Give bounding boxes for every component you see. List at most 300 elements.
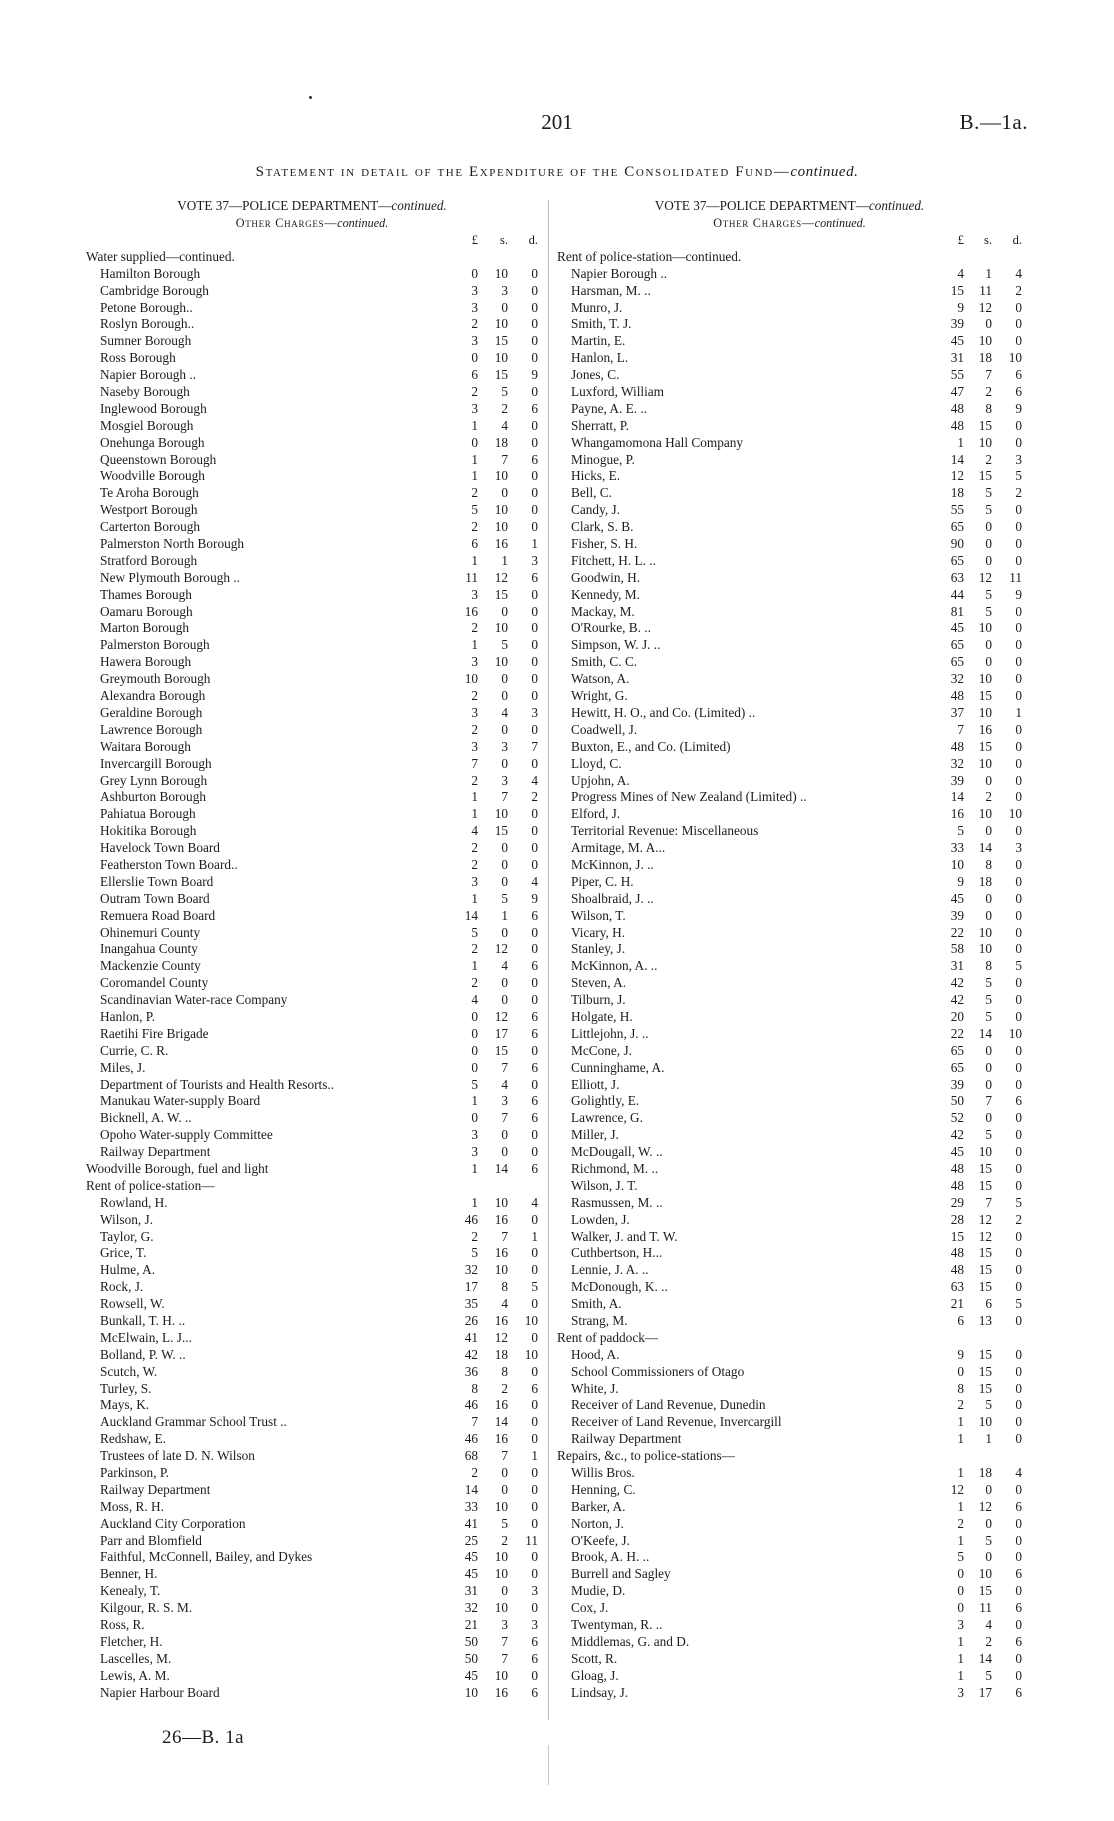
pounds-value: 1 bbox=[957, 434, 964, 450]
shillings-value: 10 bbox=[978, 671, 992, 687]
pounds-value: 32 bbox=[464, 1262, 478, 1278]
pounds-value: 45 bbox=[464, 1667, 478, 1683]
pence-value: 3 bbox=[531, 1583, 538, 1599]
payee-label: Miles, J. bbox=[100, 1059, 146, 1075]
pounds-value: 3 bbox=[957, 1617, 964, 1633]
payee-label: Fitchett, H. L. .. bbox=[571, 552, 656, 568]
pounds-value: 3 bbox=[471, 282, 478, 298]
table-row bbox=[557, 452, 1022, 469]
table-row bbox=[86, 1448, 538, 1465]
shillings-value: 7 bbox=[501, 451, 508, 467]
table-row bbox=[86, 992, 538, 1009]
vote-heading-right bbox=[557, 197, 1022, 215]
currency-header-row bbox=[557, 232, 1022, 249]
payee-label: Littlejohn, J. .. bbox=[571, 1025, 649, 1041]
shillings-value: 4 bbox=[501, 1296, 508, 1312]
pounds-value: 1 bbox=[471, 890, 478, 906]
pence-value: 0 bbox=[531, 856, 538, 872]
shillings-value: 14 bbox=[978, 1025, 992, 1041]
pence-value: 0 bbox=[1015, 1650, 1022, 1666]
table-row bbox=[86, 1144, 538, 1161]
shillings-value: 17 bbox=[494, 1025, 508, 1041]
payee-label: Ohinemuri County bbox=[100, 924, 201, 940]
table-row bbox=[86, 367, 538, 384]
table-row bbox=[557, 874, 1022, 891]
shillings-value: 0 bbox=[985, 890, 992, 906]
table-row bbox=[86, 1600, 538, 1617]
pence-value: 0 bbox=[1015, 654, 1022, 670]
payee-label: Manukau Water-supply Board bbox=[100, 1093, 261, 1109]
shillings-value: 15 bbox=[978, 1363, 992, 1379]
table-row bbox=[557, 587, 1022, 604]
payee-label: Territorial Revenue: Miscellaneous bbox=[571, 823, 759, 839]
shillings-value: 10 bbox=[494, 519, 508, 535]
pence-value: 11 bbox=[1009, 569, 1022, 585]
shillings-value: 0 bbox=[985, 1110, 992, 1126]
payee-label: Mosgiel Borough bbox=[100, 417, 194, 433]
payee-label: Rowsell, W. bbox=[100, 1296, 165, 1312]
shillings-value: 13 bbox=[978, 1313, 992, 1328]
shillings-value: 14 bbox=[494, 1414, 508, 1430]
pounds-value: 1 bbox=[957, 1633, 964, 1649]
pence-value: 4 bbox=[531, 772, 538, 788]
subheading-continued: continued. bbox=[337, 216, 389, 230]
payee-label: Petone Borough.. bbox=[100, 299, 193, 315]
pence-value: 0 bbox=[531, 1245, 538, 1261]
pence-value: 0 bbox=[1015, 688, 1022, 704]
shillings-value: 10 bbox=[494, 502, 508, 518]
pounds-value: 65 bbox=[950, 1042, 964, 1058]
pounds-value: 6 bbox=[471, 536, 478, 552]
pence-value: 0 bbox=[531, 992, 538, 1008]
payee-label: Wilson, J. T. bbox=[571, 1177, 638, 1193]
pounds-value: 45 bbox=[464, 1566, 478, 1582]
pence-value: 0 bbox=[531, 806, 538, 822]
payee-label: Cunninghame, A. bbox=[571, 1059, 665, 1075]
pounds-value: 45 bbox=[950, 890, 964, 906]
payee-label: Hicks, E. bbox=[571, 468, 621, 484]
pounds-value: 3 bbox=[471, 400, 478, 416]
pence-value: 0 bbox=[1015, 434, 1022, 450]
shillings-value: 18 bbox=[978, 350, 992, 366]
table-row bbox=[86, 1093, 538, 1110]
pounds-value: 58 bbox=[950, 941, 964, 957]
payee-label: Shoalbraid, J. .. bbox=[571, 890, 654, 906]
vote-heading-left bbox=[86, 197, 538, 215]
shillings-value: 12 bbox=[978, 1228, 992, 1244]
shillings-value: 10 bbox=[978, 704, 992, 720]
table-row bbox=[86, 1499, 538, 1516]
payee-label: Scutch, W. bbox=[100, 1363, 158, 1379]
table-row bbox=[557, 1634, 1022, 1651]
table-row bbox=[557, 1583, 1022, 1600]
payee-label: Willis Bros. bbox=[571, 1465, 635, 1481]
pounds-value: 5 bbox=[471, 1076, 478, 1092]
payee-label: Lawrence, G. bbox=[571, 1110, 643, 1126]
pence-value: 5 bbox=[1015, 958, 1022, 974]
pence-value: 0 bbox=[531, 1566, 538, 1582]
shillings-value: 1 bbox=[985, 265, 992, 281]
subheading-text: Other Charges— bbox=[235, 216, 338, 230]
pounds-value: 28 bbox=[950, 1211, 964, 1227]
shillings-value: 0 bbox=[985, 536, 992, 552]
pence-value: 6 bbox=[1015, 367, 1022, 383]
shillings-value: 15 bbox=[494, 333, 508, 349]
table-row bbox=[86, 1533, 538, 1550]
pence-value: 0 bbox=[1015, 1583, 1022, 1599]
pounds-value: 1 bbox=[957, 1650, 964, 1666]
pounds-value: 9 bbox=[957, 299, 964, 315]
pence-value: 0 bbox=[531, 1515, 538, 1531]
pence-value: 0 bbox=[531, 620, 538, 636]
shillings-value: 1 bbox=[501, 907, 508, 923]
shillings-value: 15 bbox=[494, 823, 508, 839]
pounds-value: 3 bbox=[471, 873, 478, 889]
shillings-value: 2 bbox=[985, 789, 992, 805]
pence-value: 0 bbox=[531, 1144, 538, 1160]
pounds-value: 14 bbox=[950, 451, 964, 467]
shillings-value: 7 bbox=[985, 1194, 992, 1210]
shillings-value: 0 bbox=[985, 1481, 992, 1497]
shillings-value: 4 bbox=[501, 704, 508, 720]
payee-label: Rowland, H. bbox=[100, 1194, 168, 1210]
payee-label: Holgate, H. bbox=[571, 1008, 633, 1024]
payee-label: Naseby Borough bbox=[100, 384, 190, 400]
pounds-value: 8 bbox=[957, 1380, 964, 1396]
pounds-value: 3 bbox=[957, 1684, 964, 1700]
pence-value: 0 bbox=[531, 1465, 538, 1481]
category-row bbox=[557, 1448, 1022, 1465]
shillings-value: 10 bbox=[494, 1498, 508, 1514]
pence-value: 0 bbox=[531, 299, 538, 315]
payee-label: Minogue, P. bbox=[571, 451, 635, 467]
shillings-value: 3 bbox=[501, 738, 508, 754]
table-row bbox=[557, 773, 1022, 790]
pence-value: 6 bbox=[531, 1110, 538, 1126]
payee-label: Buxton, E., and Co. (Limited) bbox=[571, 738, 731, 754]
payee-label: Outram Town Board bbox=[100, 890, 210, 906]
pence-value: 0 bbox=[531, 1363, 538, 1379]
payee-label: Pahiatua Borough bbox=[100, 806, 196, 822]
pence-value: 0 bbox=[531, 1397, 538, 1413]
pounds-value: 50 bbox=[950, 1093, 964, 1109]
payee-label: Lowden, J. bbox=[571, 1211, 630, 1227]
table-row bbox=[86, 806, 538, 823]
table-row bbox=[557, 756, 1022, 773]
pence-value: 2 bbox=[531, 789, 538, 805]
shillings-value: 4 bbox=[985, 1617, 992, 1633]
payee-label: Taylor, G. bbox=[100, 1228, 154, 1244]
pence-header: d. bbox=[528, 233, 538, 247]
pounds-value: 42 bbox=[950, 975, 964, 991]
pence-value: 0 bbox=[531, 1262, 538, 1278]
shillings-value: 5 bbox=[985, 1008, 992, 1024]
pence-value: 6 bbox=[1015, 1093, 1022, 1109]
payee-label: Thames Borough bbox=[100, 586, 192, 602]
payee-label: Piper, C. H. bbox=[571, 873, 634, 889]
pence-value: 3 bbox=[531, 1617, 538, 1633]
payee-label: Napier Harbour Board bbox=[100, 1684, 220, 1700]
shillings-value: 10 bbox=[494, 1600, 508, 1616]
table-row bbox=[557, 1077, 1022, 1094]
table-row bbox=[557, 553, 1022, 570]
pence-value: 0 bbox=[1015, 502, 1022, 518]
table-row bbox=[557, 1212, 1022, 1229]
pounds-value: 65 bbox=[950, 1059, 964, 1075]
pounds-value: 55 bbox=[950, 502, 964, 518]
shillings-value: 0 bbox=[501, 671, 508, 687]
shillings-value: 12 bbox=[494, 1008, 508, 1024]
pounds-value: 0 bbox=[471, 434, 478, 450]
table-row bbox=[557, 1110, 1022, 1127]
shillings-value: 10 bbox=[494, 350, 508, 366]
category-row bbox=[86, 1161, 538, 1178]
shillings-value: 16 bbox=[494, 1431, 508, 1447]
shillings-value: 5 bbox=[985, 1667, 992, 1683]
shillings-value: 4 bbox=[501, 417, 508, 433]
payee-label: O'Rourke, B. .. bbox=[571, 620, 651, 636]
shillings-value: 12 bbox=[494, 941, 508, 957]
shillings-value: 7 bbox=[501, 789, 508, 805]
payee-label: Sherratt, P. bbox=[571, 417, 629, 433]
payee-label: Auckland Grammar School Trust .. bbox=[100, 1414, 287, 1430]
pounds-value: 0 bbox=[471, 1059, 478, 1075]
shillings-value: 0 bbox=[501, 688, 508, 704]
vote-heading-continued: continued. bbox=[391, 198, 447, 213]
shillings-value: 10 bbox=[978, 1566, 992, 1582]
shillings-value: 10 bbox=[494, 1549, 508, 1565]
table-row bbox=[557, 350, 1022, 367]
shillings-value: 14 bbox=[494, 1160, 508, 1176]
payee-label: Simpson, W. J. .. bbox=[571, 637, 661, 653]
shillings-value: 16 bbox=[494, 1397, 508, 1413]
payee-label: Napier Borough .. bbox=[571, 265, 668, 281]
table-row bbox=[557, 857, 1022, 874]
pounds-value: 4 bbox=[471, 992, 478, 1008]
shillings-value: 16 bbox=[494, 1313, 508, 1328]
pounds-value: 48 bbox=[950, 1177, 964, 1193]
pence-value: 0 bbox=[1015, 1144, 1022, 1160]
table-row bbox=[86, 1229, 538, 1246]
shillings-value: 0 bbox=[501, 856, 508, 872]
table-row bbox=[86, 840, 538, 857]
pounds-value: 42 bbox=[950, 1127, 964, 1143]
payee-label: Steven, A. bbox=[571, 975, 627, 991]
table-row bbox=[557, 1414, 1022, 1431]
pence-value: 0 bbox=[1015, 620, 1022, 636]
pounds-value: 32 bbox=[950, 755, 964, 771]
shillings-value: 0 bbox=[985, 772, 992, 788]
table-row bbox=[86, 1347, 538, 1364]
category-row bbox=[86, 249, 538, 266]
pence-value: 0 bbox=[1015, 1397, 1022, 1413]
table-row bbox=[86, 1313, 538, 1330]
payee-label: Currie, C. R. bbox=[100, 1042, 169, 1058]
column-divider bbox=[548, 200, 549, 1720]
pence-value: 6 bbox=[531, 1093, 538, 1109]
pence-value: 0 bbox=[1015, 907, 1022, 923]
payee-label: Geraldine Borough bbox=[100, 704, 203, 720]
shillings-value: 10 bbox=[494, 1667, 508, 1683]
pounds-value: 0 bbox=[471, 265, 478, 281]
table-row bbox=[557, 739, 1022, 756]
shillings-value: 12 bbox=[494, 569, 508, 585]
pounds-value: 3 bbox=[471, 299, 478, 315]
shillings-value: 18 bbox=[494, 434, 508, 450]
payee-label: Oamaru Borough bbox=[100, 603, 193, 619]
pence-value: 6 bbox=[531, 569, 538, 585]
pence-value: 0 bbox=[1015, 1245, 1022, 1261]
statement-title-main: Statement in detail of the Expenditure of the Consolidated Fund— bbox=[255, 164, 791, 180]
table-row bbox=[86, 468, 538, 485]
pounds-value: 81 bbox=[950, 603, 964, 619]
shillings-value: 0 bbox=[501, 924, 508, 940]
shillings-value: 5 bbox=[501, 637, 508, 653]
shillings-value: 0 bbox=[985, 552, 992, 568]
payee-label: Featherston Town Board.. bbox=[100, 856, 238, 872]
payee-label: Fisher, S. H. bbox=[571, 536, 638, 552]
ink-speck bbox=[309, 96, 312, 99]
table-row bbox=[557, 1381, 1022, 1398]
pence-value: 0 bbox=[1015, 772, 1022, 788]
shillings-value: 15 bbox=[494, 367, 508, 383]
table-row bbox=[557, 1127, 1022, 1144]
pounds-value: 10 bbox=[950, 856, 964, 872]
table-row bbox=[86, 705, 538, 722]
shillings-value: 12 bbox=[978, 569, 992, 585]
table-row bbox=[557, 722, 1022, 739]
table-row bbox=[557, 1499, 1022, 1516]
pounds-value: 33 bbox=[464, 1498, 478, 1514]
payee-label: Parr and Blomfield bbox=[100, 1532, 202, 1548]
pounds-value: 45 bbox=[464, 1549, 478, 1565]
pounds-value: 2 bbox=[471, 721, 478, 737]
pence-value: 6 bbox=[531, 1059, 538, 1075]
shillings-value: 0 bbox=[985, 1549, 992, 1565]
table-row bbox=[86, 1634, 538, 1651]
payee-label: Alexandra Borough bbox=[100, 688, 206, 704]
pounds-header: £ bbox=[957, 233, 964, 247]
pence-value: 3 bbox=[531, 704, 538, 720]
pence-value: 0 bbox=[531, 519, 538, 535]
shillings-value: 8 bbox=[985, 400, 992, 416]
table-row bbox=[86, 1516, 538, 1533]
shillings-value: 10 bbox=[494, 265, 508, 281]
table-row bbox=[557, 502, 1022, 519]
pence-value: 3 bbox=[1015, 840, 1022, 856]
payee-label: McCone, J. bbox=[571, 1042, 632, 1058]
table-row bbox=[86, 975, 538, 992]
pence-value: 6 bbox=[531, 907, 538, 923]
table-row bbox=[557, 485, 1022, 502]
shillings-value: 15 bbox=[978, 1583, 992, 1599]
pence-value: 0 bbox=[1015, 1160, 1022, 1176]
payee-label: Queenstown Borough bbox=[100, 451, 217, 467]
pounds-value: 33 bbox=[950, 840, 964, 856]
page-number: 201 bbox=[541, 110, 573, 134]
pence-value: 2 bbox=[1015, 1211, 1022, 1227]
payee-label: Stanley, J. bbox=[571, 941, 626, 957]
pounds-value: 42 bbox=[950, 992, 964, 1008]
shillings-value: 10 bbox=[494, 620, 508, 636]
table-row bbox=[557, 1516, 1022, 1533]
pence-value: 0 bbox=[1015, 738, 1022, 754]
pence-value: 0 bbox=[1015, 1279, 1022, 1295]
vote-heading-text: VOTE 37—POLICE DEPARTMENT— bbox=[177, 198, 392, 213]
pounds-value: 1 bbox=[957, 1414, 964, 1430]
table-row bbox=[557, 300, 1022, 317]
payee-label: Inangahua County bbox=[100, 941, 198, 957]
pounds-value: 21 bbox=[464, 1617, 478, 1633]
shillings-value: 7 bbox=[985, 1093, 992, 1109]
shillings-value: 15 bbox=[978, 738, 992, 754]
pence-value: 0 bbox=[531, 417, 538, 433]
payee-label: Smith, A. bbox=[571, 1296, 622, 1312]
vote-heading-continued: continued. bbox=[868, 198, 925, 213]
table-row bbox=[86, 1245, 538, 1262]
payee-label: Munro, J. bbox=[571, 299, 623, 315]
right-column bbox=[557, 197, 1022, 1701]
shillings-value: 10 bbox=[494, 1194, 508, 1210]
shillings-value: 10 bbox=[978, 806, 992, 822]
subheading-text: Other Charges— bbox=[713, 216, 815, 230]
statement-title bbox=[0, 164, 1114, 181]
payee-label: Woodville Borough bbox=[100, 468, 205, 484]
table-row bbox=[86, 1043, 538, 1060]
payee-label: McDougall, W. .. bbox=[571, 1144, 663, 1160]
payee-label: Lawrence Borough bbox=[100, 721, 203, 737]
pence-value: 0 bbox=[531, 1329, 538, 1345]
table-row bbox=[86, 1212, 538, 1229]
pence-value: 0 bbox=[1015, 671, 1022, 687]
shillings-value: 16 bbox=[494, 1211, 508, 1227]
pence-value: 0 bbox=[1015, 536, 1022, 552]
table-row bbox=[86, 553, 538, 570]
payee-label: Palmerston North Borough bbox=[100, 536, 245, 552]
payee-label: Turley, S. bbox=[100, 1380, 152, 1396]
payee-label: O'Keefe, J. bbox=[571, 1532, 630, 1548]
pence-value: 6 bbox=[531, 451, 538, 467]
payee-label: Candy, J. bbox=[571, 502, 620, 518]
pounds-value: 48 bbox=[950, 1160, 964, 1176]
payee-label: Strang, M. bbox=[571, 1313, 628, 1328]
shillings-value: 16 bbox=[494, 1684, 508, 1700]
payee-label: Hokitika Borough bbox=[100, 823, 197, 839]
payee-label: Wilson, T. bbox=[571, 907, 626, 923]
pence-value: 0 bbox=[1015, 1380, 1022, 1396]
pounds-value: 1 bbox=[957, 1431, 964, 1447]
pounds-value: 5 bbox=[957, 823, 964, 839]
payee-label: McDonough, K. .. bbox=[571, 1279, 668, 1295]
table-row bbox=[86, 1195, 538, 1212]
table-row bbox=[86, 671, 538, 688]
shillings-value: 0 bbox=[985, 1515, 992, 1531]
pounds-value: 32 bbox=[464, 1600, 478, 1616]
pence-value: 1 bbox=[531, 1448, 538, 1464]
payee-label: Golightly, E. bbox=[571, 1093, 640, 1109]
shillings-value: 18 bbox=[978, 1465, 992, 1481]
pence-value: 0 bbox=[1015, 1076, 1022, 1092]
pence-value: 0 bbox=[1015, 823, 1022, 839]
payee-label: Te Aroha Borough bbox=[100, 485, 199, 501]
pence-value: 0 bbox=[1015, 721, 1022, 737]
pence-value: 6 bbox=[1015, 1566, 1022, 1582]
pence-value: 10 bbox=[524, 1346, 538, 1362]
pence-value: 0 bbox=[531, 654, 538, 670]
pence-value: 0 bbox=[531, 485, 538, 501]
payee-label: Inglewood Borough bbox=[100, 400, 207, 416]
shillings-value: 5 bbox=[985, 485, 992, 501]
